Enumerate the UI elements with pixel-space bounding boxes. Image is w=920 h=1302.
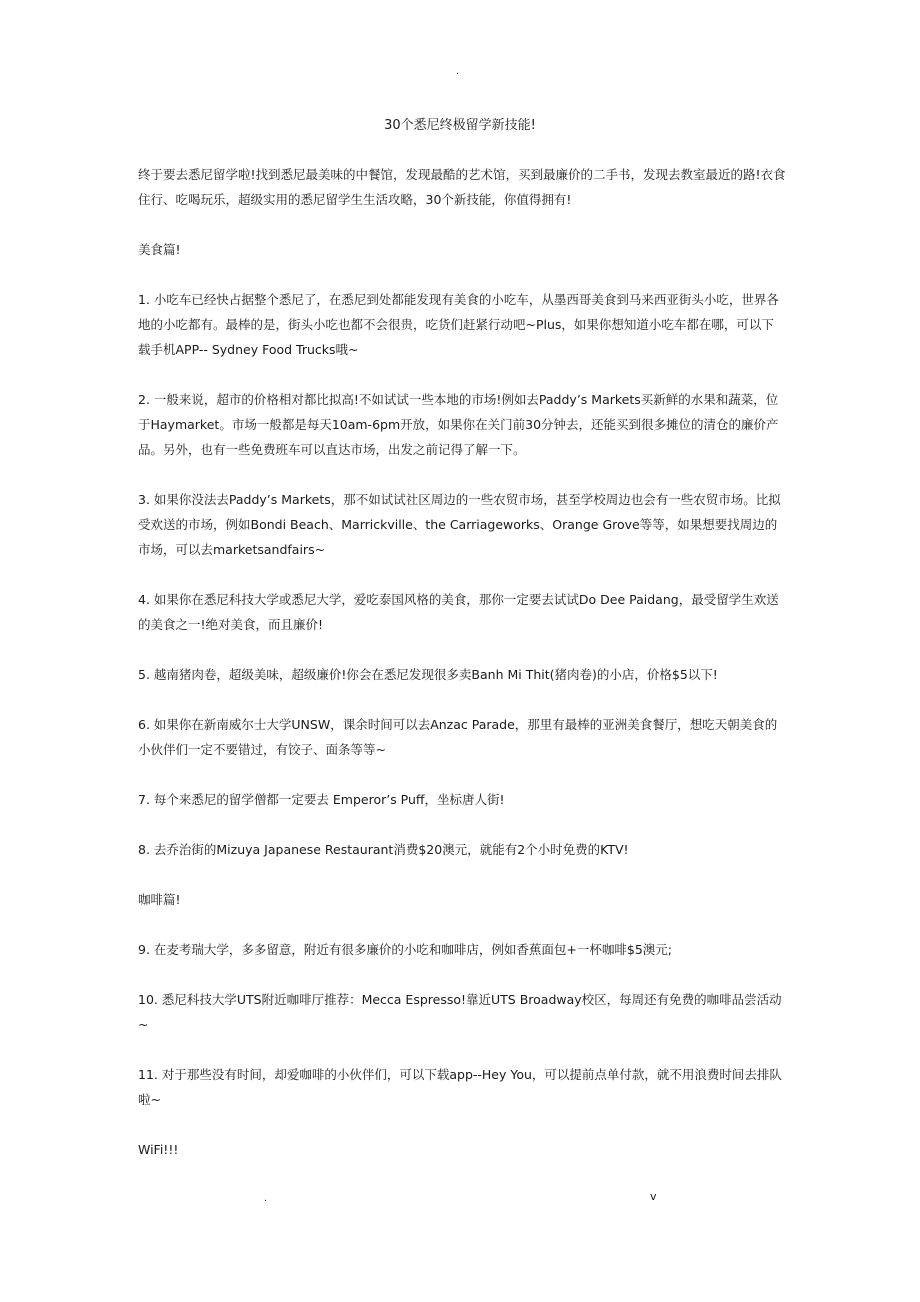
list-item: 7. 每个来悉尼的留学僧都一定要去 Emperor’s Puff，坐标唐人街! bbox=[138, 792, 505, 807]
page-title: 30个悉尼终极留学新技能! bbox=[384, 118, 536, 133]
section-heading-coffee: 咖啡篇! bbox=[138, 892, 181, 907]
section-heading-wifi: WiFi!!! bbox=[138, 1142, 179, 1157]
list-item: 8. 去乔治街的Mizuya Japanese Restaurant消费$20澳元，就能有2个小时免费的KTV! bbox=[138, 842, 629, 857]
list-item: 3. 如果你没法去Paddy’s Markets，那不如试试社区周边的一些农贸市场，甚至学校周边也会有一些农贸市场。比拟受欢送的市场，例如Bondi Beach、Marrickville、the Carriageworks、Orange Grove等等，如果想要找周边的市场，可以去marketsandfairs~ bbox=[138, 492, 781, 557]
list-item: 4. 如果你在悉尼科技大学或悉尼大学，爱吃泰国风格的美食，那你一定要去试试Do Dee Paidang，最受留学生欢送的美食之一!绝对美食，而且廉价! bbox=[138, 592, 779, 632]
article-body bbox=[138, 162, 786, 1187]
list-item: 1. 小吃车已经快占据整个悉尼了，在悉尼到处都能发现有美食的小吃车，从墨西哥美食到马来西亚街头小吃，世界各地的小吃都有。最棒的是，街头小吃也都不会很贵，吃货们赶紧行动吧~Plus，如果你想知道小吃车都在哪，可以下载手机APP-- Sydney Food Trucks哦~ bbox=[138, 292, 779, 357]
footer-mark: . bbox=[264, 1193, 268, 1204]
list-item: 11. 对于那些没有时间，却爱咖啡的小伙伴们，可以下载app--Hey You，可以提前点单付款，就不用浪费时间去排队啦~ bbox=[138, 1067, 782, 1107]
list-item: 10. 悉尼科技大学UTS附近咖啡厅推荐：Mecca Espresso!靠近UTS Broadway校区，每周还有免费的咖啡品尝活动~ bbox=[138, 992, 782, 1032]
intro-paragraph: 终于要去悉尼留学啦!找到悉尼最美味的中餐馆，发现最酷的艺术馆，买到最廉价的二手书，发现去教室最近的路!衣食住行、吃喝玩乐，超级实用的悉尼留学生生活攻略，30个新技能，你值得拥有! bbox=[138, 167, 786, 207]
list-item: 9. 在麦考瑞大学，多多留意，附近有很多廉价的小吃和咖啡店，例如香蕉面包+一杯咖啡$5澳元; bbox=[138, 942, 672, 957]
list-item: 6. 如果你在新南威尔士大学UNSW，课余时间可以去Anzac Parade，那里有最棒的亚洲美食餐厅，想吃天朝美食的小伙伴们一定不要错过，有饺子、面条等等~ bbox=[138, 717, 778, 757]
list-item: 5. 越南猪肉卷，超级美味，超级廉价!你会在悉尼发现很多卖Banh Mi Thit(猪肉卷)的小店，价格$5以下! bbox=[138, 667, 718, 682]
footer-page-marker: v bbox=[650, 1190, 657, 1203]
section-heading-food: 美食篇! bbox=[138, 242, 181, 257]
header-mark: . bbox=[456, 66, 460, 77]
list-item: 2. 一般来说，超市的价格相对都比拟高!不如试试一些本地的市场!例如去Paddy’s Markets买新鲜的水果和蔬菜，位于Haymarket。市场一般都是每天10am-6pm开放，如果你在关门前30分钟去，还能买到很多摊位的清仓的廉价产品。另外，也有一些免费班车可以直达市场，出发之前记得了解一下。 bbox=[138, 392, 779, 457]
